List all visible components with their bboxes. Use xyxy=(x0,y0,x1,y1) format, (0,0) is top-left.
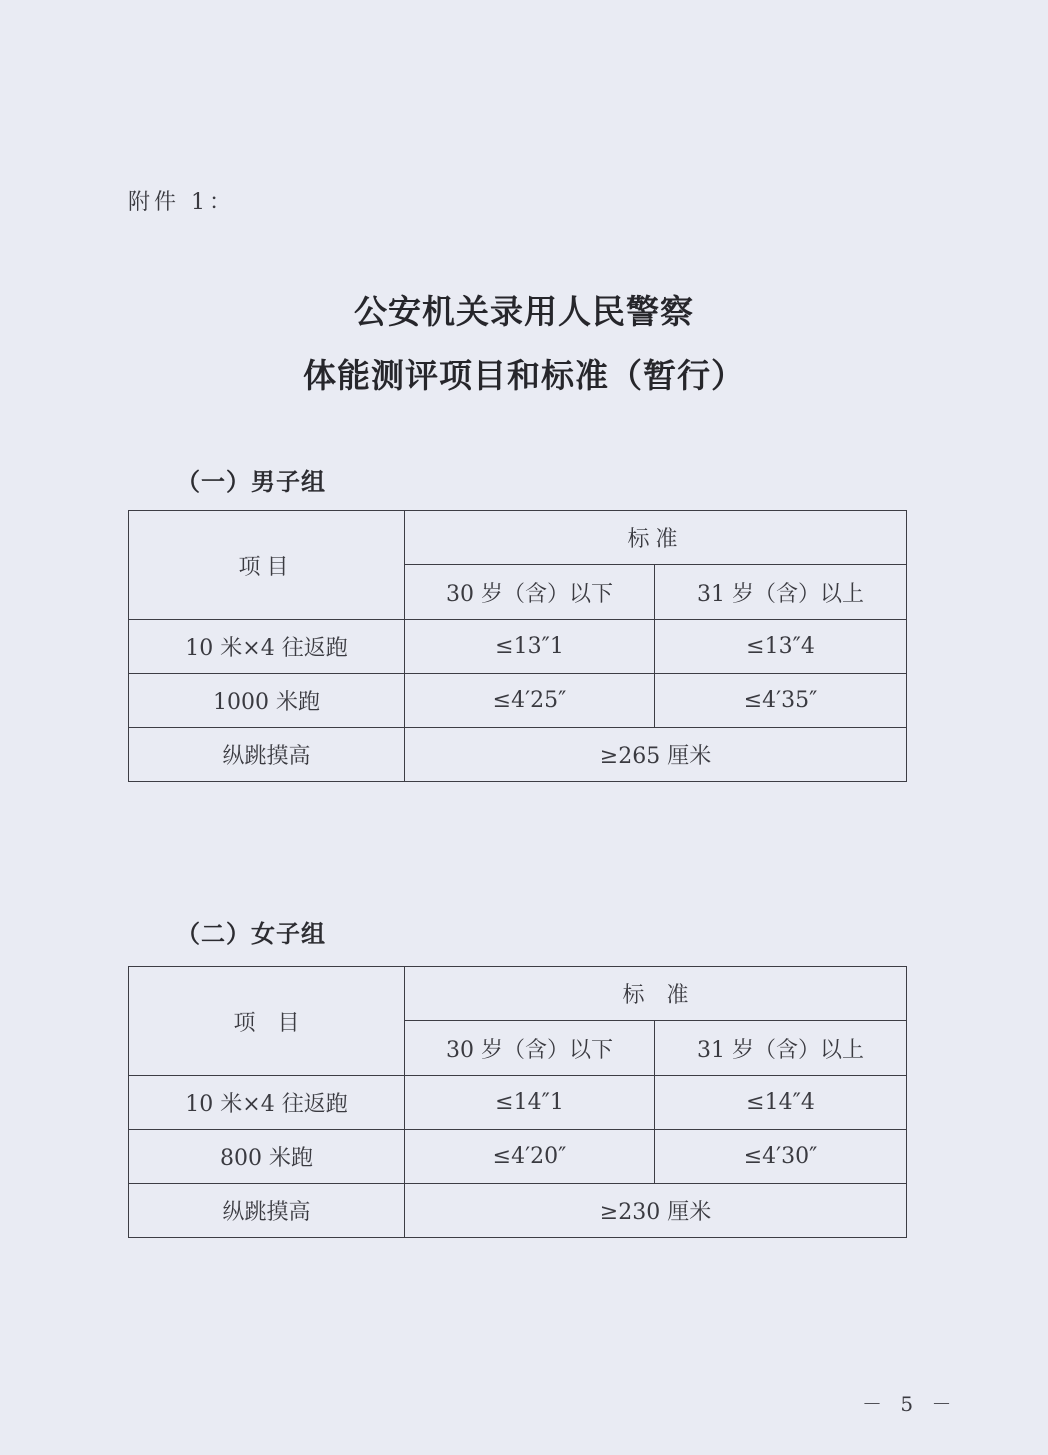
header-under30-cell: 30 岁（含）以下 xyxy=(405,1021,655,1076)
item-cell: 10 米×4 往返跑 xyxy=(129,620,405,674)
over31-cell: ≤4′35″ xyxy=(655,674,907,728)
jump-standard-cell: ≥265 厘米 xyxy=(405,728,907,782)
under30-cell: ≤4′20″ xyxy=(405,1130,655,1184)
standards-table-men xyxy=(128,510,907,782)
jump-standard-cell: ≥230 厘米 xyxy=(405,1184,907,1238)
item-cell: 纵跳摸高 xyxy=(129,728,405,782)
standards-table-women xyxy=(128,966,907,1238)
page-number: － 5 － xyxy=(862,1392,958,1416)
section-heading-women: （二）女子组 xyxy=(176,920,326,948)
header-item-cell: 项 目 xyxy=(129,967,405,1076)
over31-cell: ≤4′30″ xyxy=(655,1130,907,1184)
table-row xyxy=(129,728,907,782)
under30-cell: ≤13″1 xyxy=(405,620,655,674)
item-cell: 10 米×4 往返跑 xyxy=(129,1076,405,1130)
header-standard-cell: 标 准 xyxy=(405,967,907,1021)
item-cell: 1000 米跑 xyxy=(129,674,405,728)
table-row xyxy=(129,620,907,674)
table-row xyxy=(129,1184,907,1238)
under30-cell: ≤4′25″ xyxy=(405,674,655,728)
table-header-row xyxy=(129,967,907,1021)
over31-cell: ≤13″4 xyxy=(655,620,907,674)
item-cell: 800 米跑 xyxy=(129,1130,405,1184)
attachment-label: 附件 1： xyxy=(128,190,235,215)
document-title-line1: 公安机关录用人民警察 xyxy=(354,292,694,331)
item-cell: 纵跳摸高 xyxy=(129,1184,405,1238)
header-standard-cell: 标准 xyxy=(405,511,907,565)
header-over31-cell: 31 岁（含）以上 xyxy=(655,565,907,620)
header-item-cell: 项目 xyxy=(129,511,405,620)
table-row xyxy=(129,674,907,728)
table-row xyxy=(129,1130,907,1184)
over31-cell: ≤14″4 xyxy=(655,1076,907,1130)
document-title-line2: 体能测评项目和标准（暂行） xyxy=(303,356,745,395)
table-row xyxy=(129,1076,907,1130)
header-over31-cell: 31 岁（含）以上 xyxy=(655,1021,907,1076)
section-heading-men: （一）男子组 xyxy=(176,468,326,496)
header-under30-cell: 30 岁（含）以下 xyxy=(405,565,655,620)
under30-cell: ≤14″1 xyxy=(405,1076,655,1130)
table-header-row xyxy=(129,511,907,565)
